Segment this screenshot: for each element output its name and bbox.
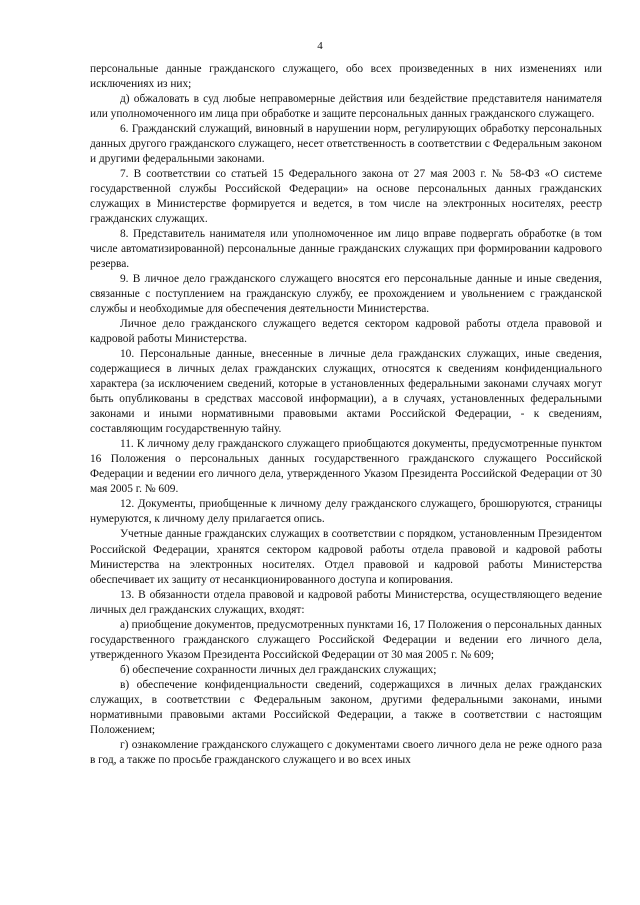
page-number: 4 xyxy=(317,40,323,52)
document-body xyxy=(90,62,602,768)
paragraph: 7. В соответствии со статьей 15 Федерального закона от 27 мая 2003 г. № 58-ФЗ «О системе государственной службы Российской Федерации» на основе персональных данных гражданских служащих в Министерстве формируется и ведется, в том числе на электронных носителях, реестр гражданских служащих. xyxy=(90,168,602,226)
paragraph: 11. К личному делу гражданского служащего приобщаются документы, предусмотренные пунктом 16 Положения о персональных данных государственного гражданского служащего Российской Федерации и ведении его личного дела, утвержденного Указом Президента Российской Федерации от 30 мая 2005 г. № 609. xyxy=(90,438,602,496)
paragraph: 9. В личное дело гражданского служащего вносятся его персональные данные и иные сведения, связанные с поступлением на гражданскую службу, ее прохождением и увольнением с гражданской службы и необходимые для обеспечения деятельности Министерства. xyxy=(90,273,602,316)
paragraph: Учетные данные гражданских служащих в соответствии с порядком, установленным Президентом Российской Федерации, хранятся сектором кадровой работы отдела правовой и кадровой работы Министерства на электронных носителях. Отдел правовой и кадровой работы Министерства обеспечивает их защиту от несанкционированного доступа и копирования. xyxy=(90,528,602,586)
paragraph: 6. Гражданский служащий, виновный в нарушении норм, регулирующих обработку персональных данных другого гражданского служащего, несет ответственность в соответствии с Федеральным законом и другими федеральными законами. xyxy=(90,123,602,166)
paragraph: в) обеспечение конфиденциальности сведений, содержащихся в личных делах гражданских служащих, в соответствии с Федеральным законом, другими федеральными законами, иными нормативными правовыми актами Российской Федерации, а также в соответствии с настоящим Положением; xyxy=(90,678,602,736)
paragraph: 12. Документы, приобщенные к личному делу гражданского служащего, брошюруются, страницы нумеруются, к личному делу прилагается опись. xyxy=(90,498,602,526)
paragraph: 10. Персональные данные, внесенные в личные дела гражданских служащих, иные сведения, содержащиеся в личных делах гражданских служащих, относятся к сведениям конфиденциального характера (за исключением сведений, которые в установленных федеральными законами случаях могут быть опубликованы в средствах массовой информации), а в случаях, установленных федеральными законами и иными нормативными правовыми актами Российской Федерации, - к сведениям, составляющим государственную тайну. xyxy=(90,348,602,436)
paragraph: д) обжаловать в суд любые неправомерные действия или бездействие представителя нанимателя или уполномоченного им лица при обработке и защите персональных данных гражданского служащего. xyxy=(90,93,602,121)
paragraph: 13. В обязанности отдела правовой и кадровой работы Министерства, осуществляющего ведение личных дел гражданских служащих, входят: xyxy=(90,588,602,616)
paragraph: б) обеспечение сохранности личных дел гражданских служащих; xyxy=(120,663,437,676)
paragraph: Личное дело гражданского служащего ведется сектором кадровой работы отдела правовой и кадровой работы Министерства. xyxy=(90,318,602,346)
paragraph: а) приобщение документов, предусмотренных пунктами 16, 17 Положения о персональных данных государственного гражданского служащего Российской Федерации и ведении его личного дела, утвержденного Указом Президента Российской Федерации от 30 мая 2005 г. № 609; xyxy=(90,618,602,661)
paragraph: 8. Представитель нанимателя или уполномоченное им лицо вправе подвергать обработке (в том числе автоматизированной) персональные данные гражданских служащих при формировании кадрового резерва. xyxy=(90,228,602,271)
paragraph: г) ознакомление гражданского служащего с документами своего личного дела не реже одного раза в год, а также по просьбе гражданского служащего и во всех иных xyxy=(90,738,602,766)
paragraph: персональные данные гражданского служащего, обо всех произведенных в них изменениях или исключениях из них; xyxy=(90,63,602,91)
